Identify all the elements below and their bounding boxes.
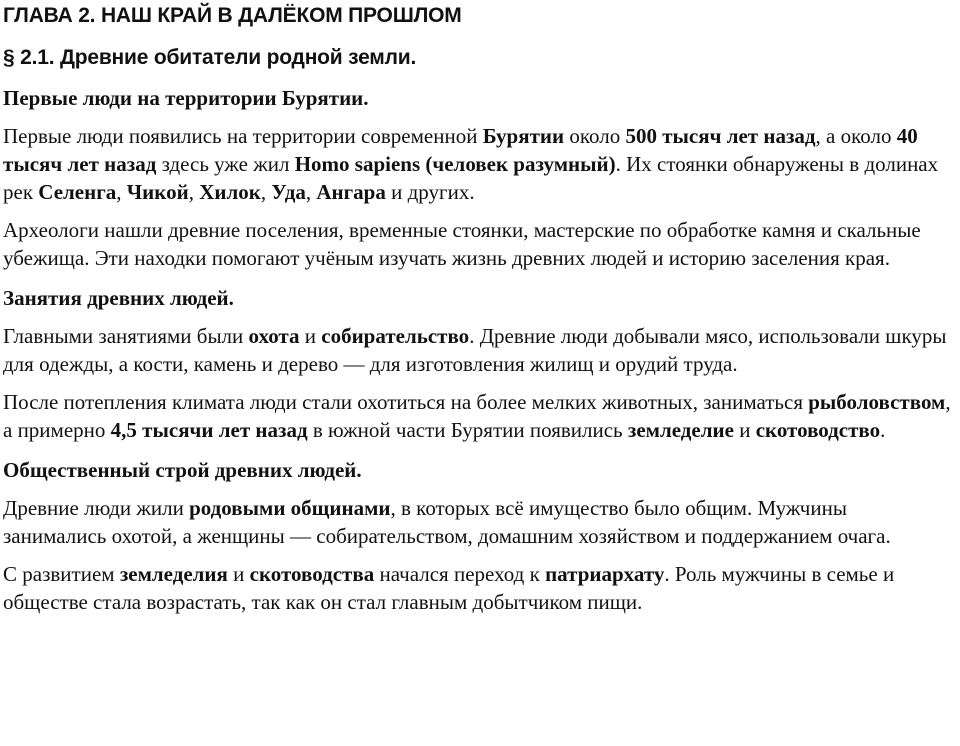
text-run: здесь уже жил [156, 152, 295, 176]
subheading-social-order: Общественный строй древних людей. [3, 458, 362, 482]
text-run: начался переход к [374, 562, 546, 586]
paragraph-patriarchy [3, 560, 954, 616]
document-page [0, 2, 960, 746]
bold-term: Селенга [38, 180, 117, 204]
bold-term: скотоводство [755, 418, 881, 442]
section-title: § 2.1. Древние обитатели родной земли. [3, 46, 417, 69]
subheading-occupations: Занятия древних людей. [3, 286, 234, 310]
bold-term: 40 тысяч лет назад [3, 124, 918, 176]
text-run: и [733, 418, 756, 442]
text-run: , [305, 180, 317, 204]
bold-term: Ангара [316, 180, 386, 204]
paragraph-first-people [3, 122, 954, 206]
text-run: Первые люди появились на территории современной [3, 124, 483, 148]
bold-term: скотоводства [249, 562, 375, 586]
bold-term: земледелие [627, 418, 734, 442]
text-run: . Древние люди добывали мясо, использовали шкуры для одежды, а кости, камень и дерево — для изготовления жилищ и орудий труда. [3, 324, 947, 376]
text-run: . Роль мужчины в семье и обществе стала возрастать, так как он стал главным добытчиком пищи. [3, 562, 895, 614]
text-run: , в которых всё имущество было общим. Мужчины занимались охотой, а женщины — собирательством, домашним хозяйством и поддержанием очага. [3, 496, 891, 548]
subheading-first-people: Первые люди на территории Бурятии. [3, 86, 369, 110]
text-run: , а около [815, 124, 897, 148]
text-run: и [299, 324, 322, 348]
paragraph-hunting-gathering [3, 322, 954, 378]
text-run: . Их стоянки обнаружены в долинах рек [3, 152, 939, 204]
chapter-title: ГЛАВА 2. НАШ КРАЙ В ДАЛЁКОМ ПРОШЛОМ [3, 4, 462, 27]
text-run: Древние люди жили [3, 496, 190, 520]
bold-term: рыболовством [808, 390, 946, 414]
bold-term: собирательство [321, 324, 470, 348]
bold-term: 4,5 тысячи лет назад [110, 418, 308, 442]
text-run: , [116, 180, 127, 204]
bold-term: 500 тысяч лет назад [625, 124, 816, 148]
bold-term: (человек разумный) [425, 152, 616, 176]
paragraph-climate-change [3, 388, 954, 444]
text-run: и [227, 562, 250, 586]
text-run: в южной части Бурятии появились [307, 418, 628, 442]
bold-term: земледелия [119, 562, 228, 586]
paragraph-archaeology [3, 216, 954, 272]
paragraph-clan-communities [3, 494, 954, 550]
text-run: около [564, 124, 626, 148]
text-run: , а примерно [3, 390, 951, 442]
bold-term: Хилок [199, 180, 261, 204]
text-run: Главными занятиями были [3, 324, 249, 348]
bold-term: Бурятии [482, 124, 565, 148]
bold-term: Уда [271, 180, 306, 204]
bold-term: Homo sapiens [294, 152, 421, 176]
text-run: С развитием [3, 562, 120, 586]
text-run: . [880, 418, 886, 442]
bold-term: охота [248, 324, 300, 348]
text-run: , [260, 180, 272, 204]
text-run: и других. [385, 180, 475, 204]
text-run: Археологи нашли древние поселения, временные стоянки, мастерские по обработке камня и скальные убежища. Эти находки помогают учёным изучать жизнь древних людей и историю заселения края. [3, 218, 921, 270]
section-body [3, 84, 954, 616]
text-run: После потепления климата люди стали охотиться на более мелких животных, заниматься [3, 390, 809, 414]
text-run: , [188, 180, 200, 204]
bold-term: патриархату [545, 562, 665, 586]
bold-term: родовыми общинами [189, 496, 391, 520]
bold-term: Чикой [126, 180, 189, 204]
